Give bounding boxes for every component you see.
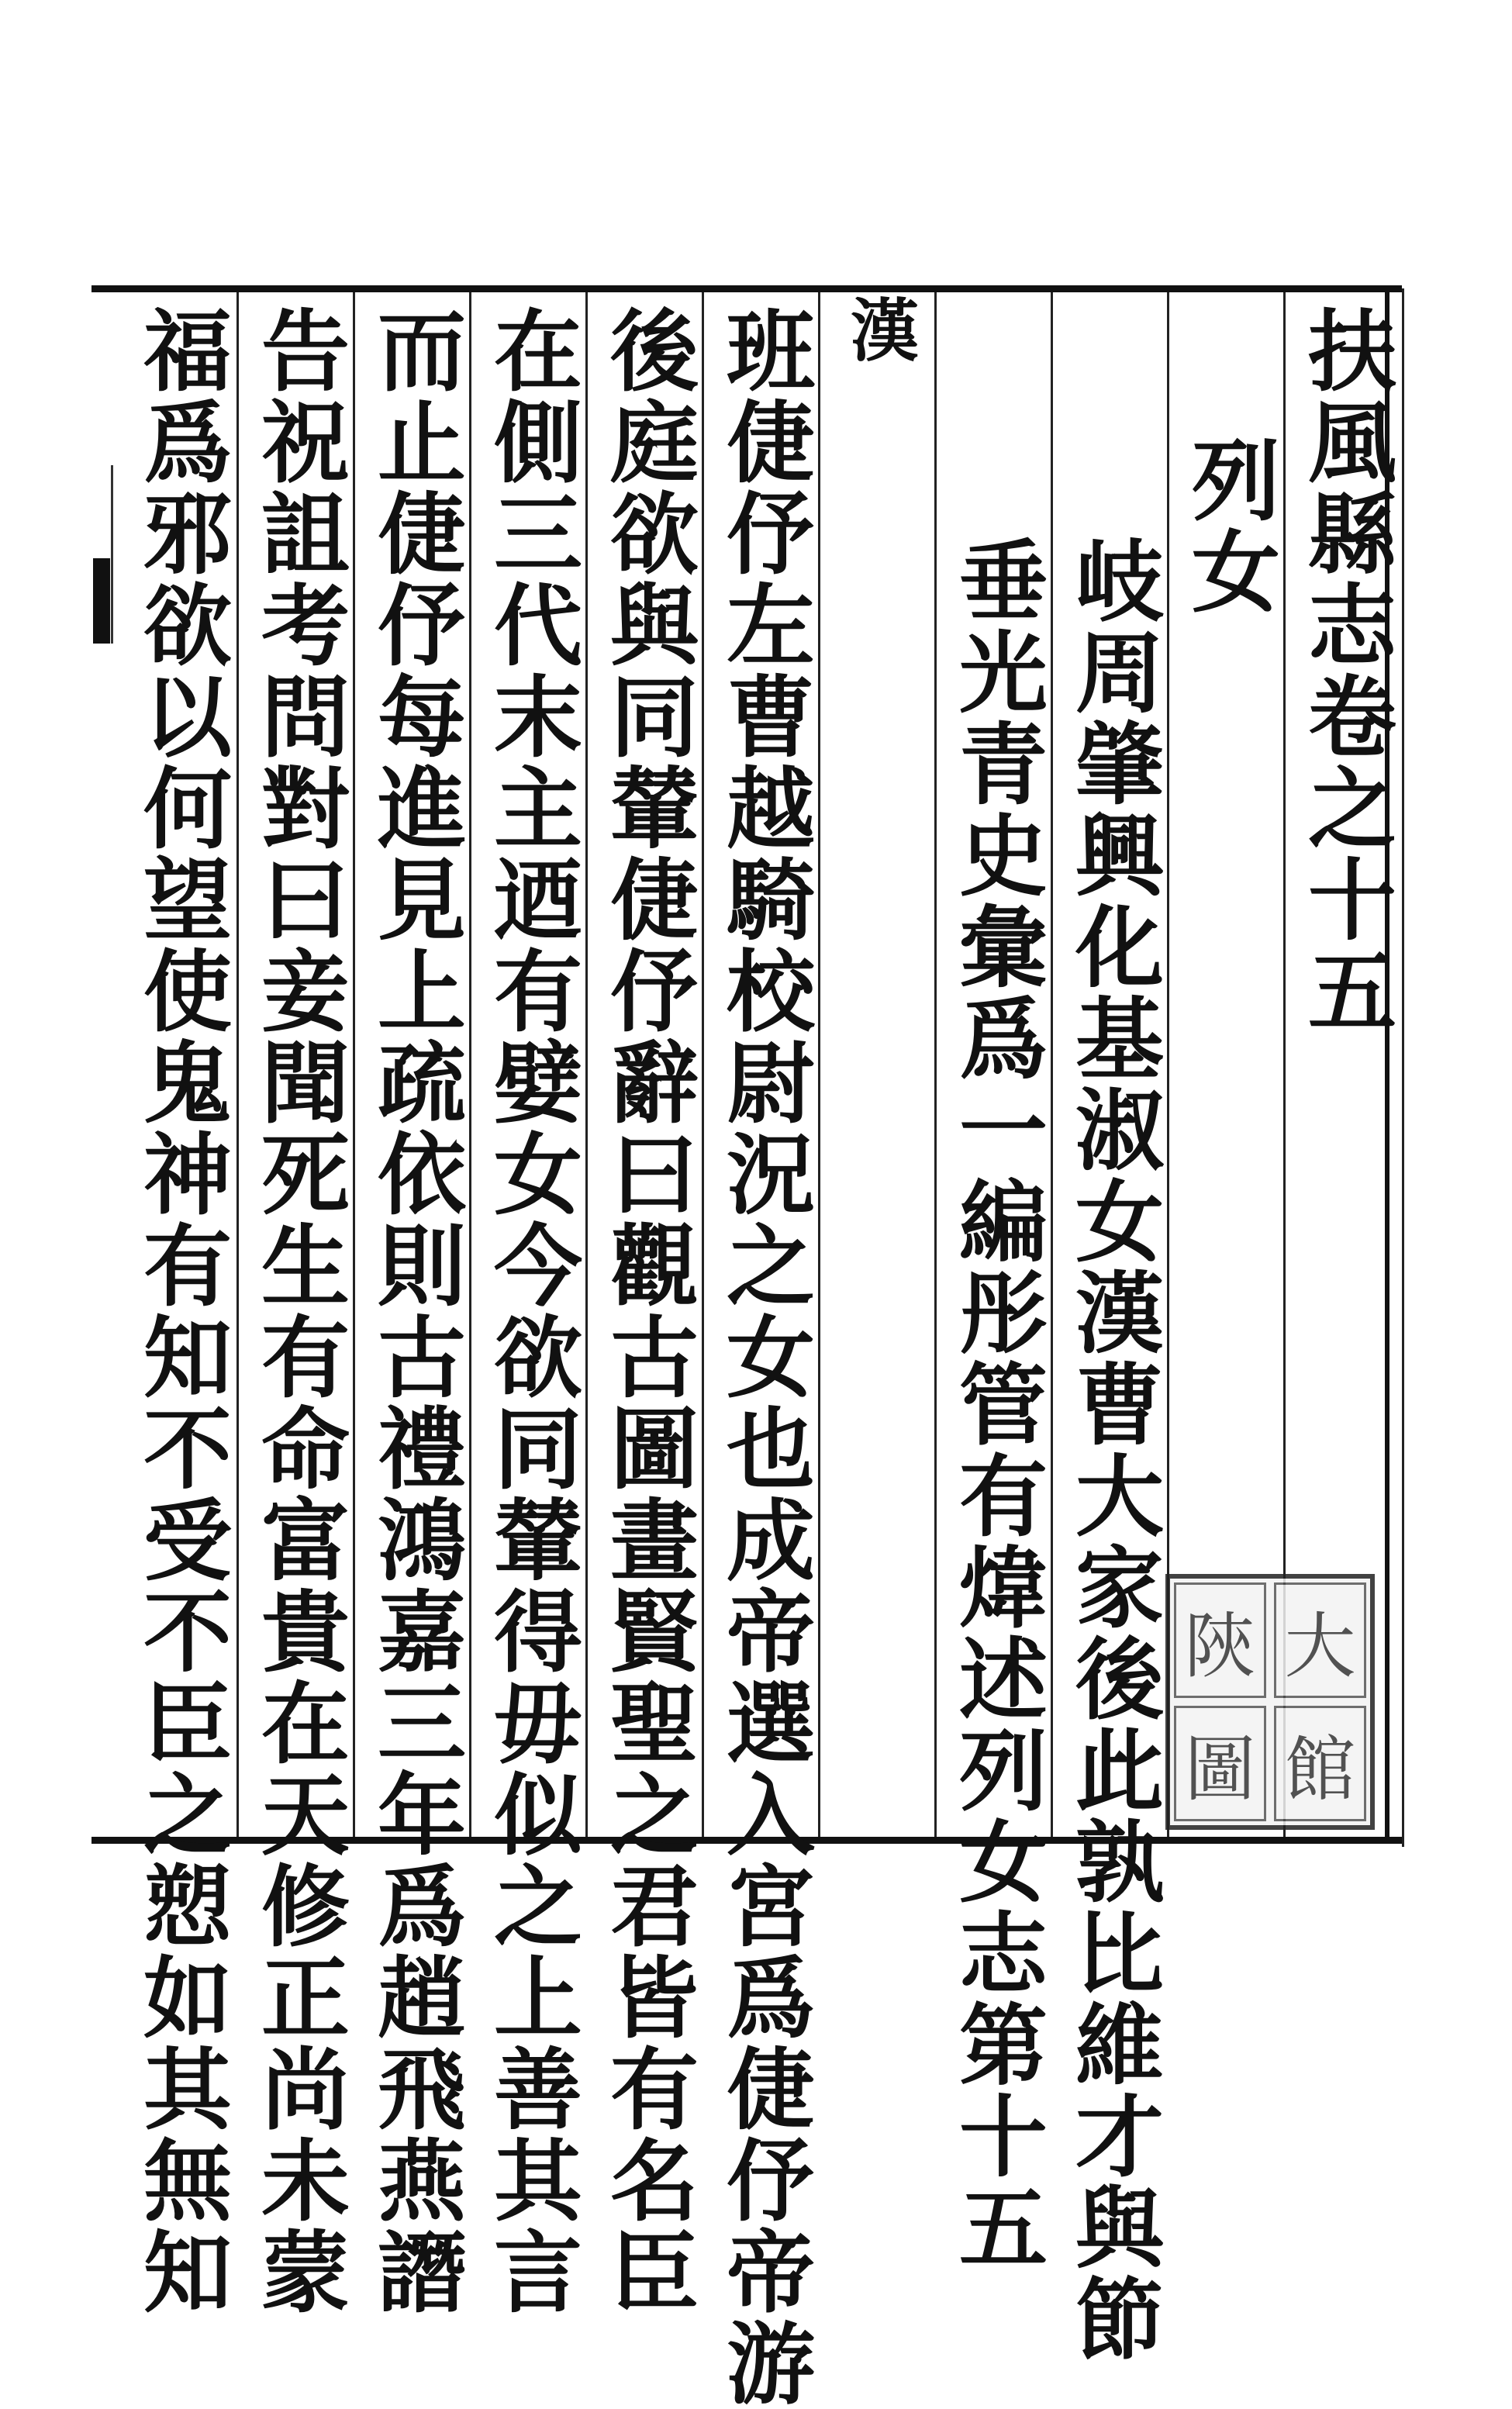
seal-char: 圖: [1174, 1706, 1266, 1821]
body-line-5: 告祝詛考問對曰妾聞死生有命富貴在天修正尚未蒙: [247, 305, 350, 2318]
column-rule: [934, 292, 937, 1837]
body-line-3: 在側三代末主迺有嬖女今欲同輦得毋似之上善其言: [479, 305, 583, 2318]
intro-line-2: 垂光青史彙爲一編彤管有煒述列女志第十五: [944, 535, 1048, 2273]
body-line-1: 班倢伃左曹越騎校尉況之女也成帝選入宮爲倢伃帝游: [712, 305, 816, 2409]
library-seal-stamp: [1165, 1574, 1375, 1830]
volume-title: 扶風縣志卷之十五: [1293, 305, 1397, 1037]
dynasty-heading: 漢: [840, 295, 920, 366]
body-line-4: 而止倢伃每進見上疏依則古禮鴻嘉三年爲趙飛燕譖: [363, 305, 467, 2318]
fishtail-mark: [93, 558, 110, 644]
body-line-6: 福爲邪欲以何望使鬼神有知不受不臣之愬如其無知: [129, 305, 233, 2318]
seal-char: 大: [1274, 1582, 1366, 1698]
fold-line: [111, 465, 113, 644]
seal-char: 館: [1274, 1706, 1366, 1821]
section-title: 列女: [1177, 434, 1281, 617]
intro-line-1: 岐周肇興化基淑女漢曹大家後此孰比維才與節: [1061, 535, 1165, 2365]
body-line-2: 後庭欲與同輦倢伃辭曰觀古圖畫賢聖之君皆有名臣: [595, 305, 699, 2318]
seal-char: 陝: [1174, 1582, 1266, 1698]
